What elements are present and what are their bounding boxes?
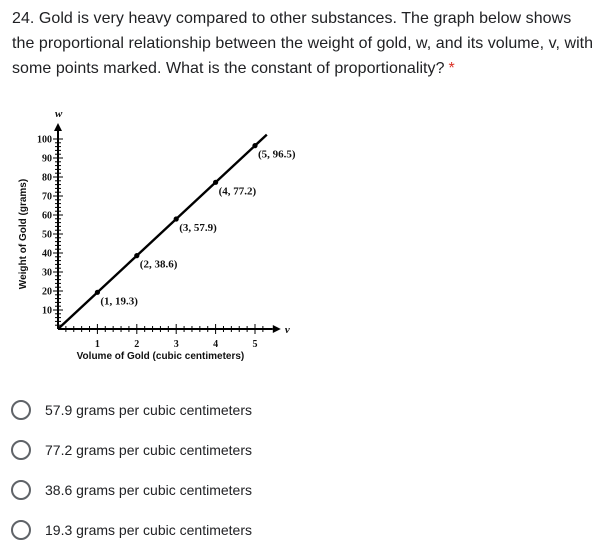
required-asterisk: * [448,60,455,77]
option-77-2[interactable] [11,430,411,470]
data-point [134,253,139,258]
answer-options [11,390,411,550]
question-title [12,6,598,81]
data-point [174,216,179,221]
option-label: 38.6 grams per cubic centimeters [45,482,252,498]
data-point-label: (4, 77.2) [218,185,257,198]
x-tick-label: 3 [173,339,179,350]
y-tick-label: 80 [42,172,52,184]
option-label: 57.9 grams per cubic centimeters [45,402,252,418]
proportional-line [58,135,267,329]
gold-weight-chart [14,108,306,370]
question-text: 24. Gold is very heavy compared to other substances. The graph below shows the proportional relationship between the weight of gold, w, and its volume, v, with some points marked. What is the constant of proportionality? [12,10,594,77]
y-tick-label: 10 [42,305,52,317]
y-tick-label: 90 [42,153,52,165]
data-point [252,143,257,148]
option-57-9[interactable] [11,390,411,430]
radio-circle-icon[interactable] [11,480,31,500]
option-label: 19.3 grams per cubic centimeters [45,522,252,538]
x-axis-label: Volume of Gold (cubic centimeters) [76,351,245,362]
x-axis-arrow [273,325,281,333]
y-tick-label: 100 [37,134,52,146]
data-point-label: (3, 57.9) [179,221,217,234]
data-point-label: (5, 96.5) [258,148,296,161]
option-19-3[interactable] [11,510,411,550]
y-tick-label: 70 [42,191,52,203]
x-tick-label: 5 [252,339,258,350]
y-tick-label: 50 [42,229,52,241]
chart-svg [14,108,306,370]
option-38-6[interactable] [11,470,411,510]
y-tick-label: 20 [42,286,52,298]
data-point-label: (1, 19.3) [100,295,138,308]
y-axis-arrow [54,123,62,131]
data-point [95,290,100,295]
radio-circle-icon[interactable] [11,440,31,460]
x-tick-label: 4 [213,339,219,350]
y-axis-symbol: w [55,108,63,120]
y-tick-label: 30 [42,267,52,279]
x-tick-label: 1 [94,339,100,350]
radio-circle-icon[interactable] [11,400,31,420]
option-label: 77.2 grams per cubic centimeters [45,442,252,458]
data-point-label: (2, 38.6) [139,258,178,271]
radio-circle-icon[interactable] [11,520,31,540]
y-axis-label: Weight of Gold (grams) [18,178,29,290]
y-tick-label: 40 [42,248,52,260]
x-tick-label: 2 [134,339,140,350]
data-point [213,180,218,185]
y-tick-label: 60 [42,210,52,222]
x-axis-symbol: v [284,324,290,336]
